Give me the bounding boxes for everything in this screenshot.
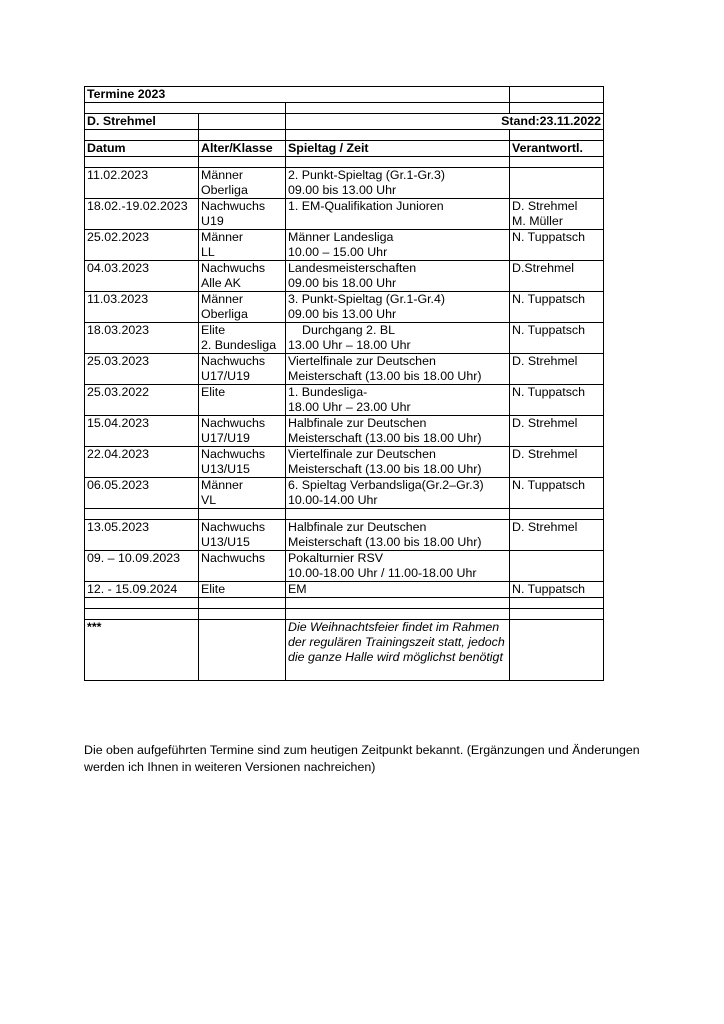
cell-line: U13/U15	[201, 462, 250, 476]
cell-klasse	[199, 478, 286, 509]
cell-verantwortl	[510, 261, 604, 292]
cell-verantwortl	[510, 478, 604, 509]
cell-line: Männer	[201, 292, 244, 306]
cell-line: N. Tuppatsch	[512, 230, 586, 244]
table-row	[85, 354, 604, 385]
cell-datum: 11.03.2023	[85, 292, 199, 323]
stand-date: Stand:23.11.2022	[286, 114, 604, 130]
cell-line: Elite	[201, 385, 226, 399]
cell-verantwortl	[510, 292, 604, 323]
spacer-row	[85, 157, 604, 168]
cell-datum: 18.03.2023	[85, 323, 199, 354]
cell-datum: 25.02.2023	[85, 230, 199, 261]
cell-datum: 06.05.2023	[85, 478, 199, 509]
cell-verantwortl	[510, 323, 604, 354]
cell-line: LL	[201, 245, 215, 259]
cell-line: Halbfinale zur Deutschen	[288, 520, 427, 534]
cell-line: D.Strehmel	[512, 261, 574, 275]
table-row	[85, 551, 604, 582]
cell-verantwortl	[510, 416, 604, 447]
cell-klasse	[199, 385, 286, 416]
cell-datum: 13.05.2023	[85, 520, 199, 551]
cell-line: 3. Punkt-Spieltag (Gr.1-Gr.4)	[288, 292, 446, 306]
cell-line: Nachwuchs	[201, 416, 266, 430]
note-row	[85, 620, 604, 681]
cell-klasse	[199, 551, 286, 582]
cell-line: N. Tuppatsch	[512, 385, 586, 399]
spacer-row	[85, 103, 604, 114]
table-row	[85, 323, 604, 354]
cell-datum: 15.04.2023	[85, 416, 199, 447]
cell-line: Nachwuchs	[201, 354, 266, 368]
cell-line: VL	[201, 493, 217, 507]
cell-datum: 11.02.2023	[85, 168, 199, 199]
cell-line: Nachwuchs	[201, 199, 266, 213]
spacer-row	[85, 509, 604, 520]
table-row	[85, 385, 604, 416]
cell-line: 18.00 Uhr – 23.00 Uhr	[288, 400, 411, 414]
cell-line: D. Strehmel	[512, 520, 578, 534]
cell-klasse	[199, 199, 286, 230]
cell-line: 10.00-14.00 Uhr	[288, 493, 378, 507]
table-row	[85, 447, 604, 478]
cell-line: Oberliga	[201, 307, 248, 321]
cell-line: Nachwuchs	[201, 261, 266, 275]
cell-line: Nachwuchs	[201, 551, 266, 565]
table-row	[85, 261, 604, 292]
header-klasse: Alter/Klasse	[199, 141, 286, 157]
table-row	[85, 168, 604, 199]
cell-verantwortl	[510, 230, 604, 261]
spacer-row	[85, 609, 604, 620]
cell-datum: 25.03.2023	[85, 354, 199, 385]
cell-line: N. Tuppatsch	[512, 478, 586, 492]
cell-line: 09.00 bis 18.00 Uhr	[288, 276, 397, 290]
cell-line: Männer	[201, 230, 244, 244]
cell-line: D. Strehmel	[512, 354, 578, 368]
cell-line: U13/U15	[201, 535, 250, 549]
header-datum: Datum	[85, 141, 199, 157]
cell-datum: 18.02.-19.02.2023	[85, 199, 199, 230]
cell-line: U19	[201, 214, 224, 228]
cell-line: 2. Punkt-Spieltag (Gr.1-Gr.3)	[288, 168, 446, 182]
cell-line: 6. Spieltag Verbandsliga(Gr.2–Gr.3)	[288, 478, 484, 492]
cell-datum: 25.03.2022	[85, 385, 199, 416]
cell-spieltag	[286, 385, 510, 416]
cell-line: D. Strehmel	[512, 199, 578, 213]
cell-datum: 04.03.2023	[85, 261, 199, 292]
cell-line: 09.00 bis 13.00 Uhr	[288, 307, 397, 321]
cell-line: 1. Bundesliga-	[288, 385, 368, 399]
cell-verantwortl	[510, 354, 604, 385]
cell-line: U17/U19	[201, 369, 250, 383]
table-row	[85, 582, 604, 598]
cell-line: Pokalturnier RSV	[288, 551, 384, 565]
cell-line: N. Tuppatsch	[512, 582, 586, 596]
cell-line: Durchgang 2. BL	[302, 323, 395, 337]
cell-verantwortl	[510, 520, 604, 551]
cell-klasse	[199, 582, 286, 598]
cell-line: Meisterschaft (13.00 bis 18.00 Uhr)	[288, 462, 482, 476]
cell-spieltag	[286, 261, 510, 292]
spacer-row	[85, 598, 604, 609]
cell-verantwortl	[510, 168, 604, 199]
cell-spieltag	[286, 447, 510, 478]
table-row	[85, 230, 604, 261]
cell-line: 13.00 Uhr – 18.00 Uhr	[288, 338, 411, 352]
cell-klasse	[199, 292, 286, 323]
table-row	[85, 478, 604, 509]
footnote-text: Die oben aufgeführten Termine sind zum heutigen Zeitpunkt bekannt. (Ergänzungen und Änderungen werden ich Ihnen in weiteren Versionen nachreichen)	[84, 743, 640, 774]
cell-line: Elite	[201, 323, 226, 337]
cell-line: Viertelfinale zur Deutschen	[288, 447, 436, 461]
cell-line: 1. EM-Qualifikation Junioren	[288, 199, 444, 213]
header-verantwortl: Verantwortl.	[510, 141, 604, 157]
table-title: Termine 2023	[85, 87, 510, 103]
cell-spieltag	[286, 323, 510, 354]
cell-line: Oberliga	[201, 183, 248, 197]
cell-spieltag	[286, 416, 510, 447]
cell-spieltag	[286, 292, 510, 323]
cell-line: Elite	[201, 582, 226, 596]
cell-verantwortl	[510, 199, 604, 230]
cell-klasse	[199, 323, 286, 354]
cell-line: D. Strehmel	[512, 416, 578, 430]
cell-spieltag	[286, 551, 510, 582]
header-spieltag: Spieltag / Zeit	[286, 141, 510, 157]
cell-line: 09.00 bis 13.00 Uhr	[288, 183, 397, 197]
cell-line: Meisterschaft (13.00 bis 18.00 Uhr)	[288, 369, 482, 383]
cell-line: N. Tuppatsch	[512, 292, 586, 306]
cell-line: Meisterschaft (13.00 bis 18.00 Uhr)	[288, 431, 482, 445]
cell-line: Männer	[201, 478, 244, 492]
cell-line: 10.00-18.00 Uhr / 11.00-18.00 Uhr	[288, 566, 477, 580]
schedule-table	[84, 86, 604, 681]
cell-klasse	[199, 230, 286, 261]
cell-verantwortl	[510, 447, 604, 478]
note-marker: ***	[85, 620, 199, 681]
cell-verantwortl	[510, 582, 604, 598]
author-name: D. Strehmel	[85, 114, 199, 130]
table-row	[85, 520, 604, 551]
cell-line: 10.00 – 15.00 Uhr	[288, 245, 388, 259]
table-row	[85, 292, 604, 323]
cell-line: EM	[288, 582, 307, 596]
cell-klasse	[199, 354, 286, 385]
cell-datum: 22.04.2023	[85, 447, 199, 478]
cell-line: Nachwuchs	[201, 520, 266, 534]
cell-datum: 12. - 15.09.2024	[85, 582, 199, 598]
cell-spieltag	[286, 199, 510, 230]
cell-line: Nachwuchs	[201, 447, 266, 461]
cell-spieltag	[286, 168, 510, 199]
cell-line: Meisterschaft (13.00 bis 18.00 Uhr)	[288, 535, 482, 549]
cell-line: 2. Bundesliga	[201, 338, 277, 352]
cell-verantwortl	[510, 551, 604, 582]
cell-line: Landesmeisterschaften	[288, 261, 417, 275]
cell-line: N. Tuppatsch	[512, 323, 586, 337]
cell-line: Männer Landesliga	[288, 230, 394, 244]
cell-spieltag	[286, 354, 510, 385]
cell-line: Männer	[201, 168, 244, 182]
table-row	[85, 199, 604, 230]
cell-klasse	[199, 261, 286, 292]
cell-klasse	[199, 447, 286, 478]
cell-spieltag	[286, 520, 510, 551]
cell-spieltag	[286, 230, 510, 261]
cell-spieltag	[286, 582, 510, 598]
cell-verantwortl	[510, 385, 604, 416]
cell-line: Alle AK	[201, 276, 241, 290]
cell-line: Viertelfinale zur Deutschen	[288, 354, 436, 368]
cell-klasse	[199, 520, 286, 551]
cell-klasse	[199, 416, 286, 447]
spacer-row	[85, 130, 604, 141]
cell-datum: 09. – 10.09.2023	[85, 551, 199, 582]
author-row	[85, 114, 604, 130]
title-row	[85, 87, 604, 103]
table-row	[85, 416, 604, 447]
cell-spieltag	[286, 478, 510, 509]
cell-line: U17/U19	[201, 431, 250, 445]
cell-line: Halbfinale zur Deutschen	[288, 416, 427, 430]
cell-line: M. Müller	[512, 214, 563, 228]
cell-line: D. Strehmel	[512, 447, 578, 461]
header-row	[85, 141, 604, 157]
cell-klasse	[199, 168, 286, 199]
note-text: Die Weihnachtsfeier findet im Rahmen der regulären Trainingszeit statt, jedoch die ganze Halle wird möglichst benötigt	[286, 620, 510, 681]
